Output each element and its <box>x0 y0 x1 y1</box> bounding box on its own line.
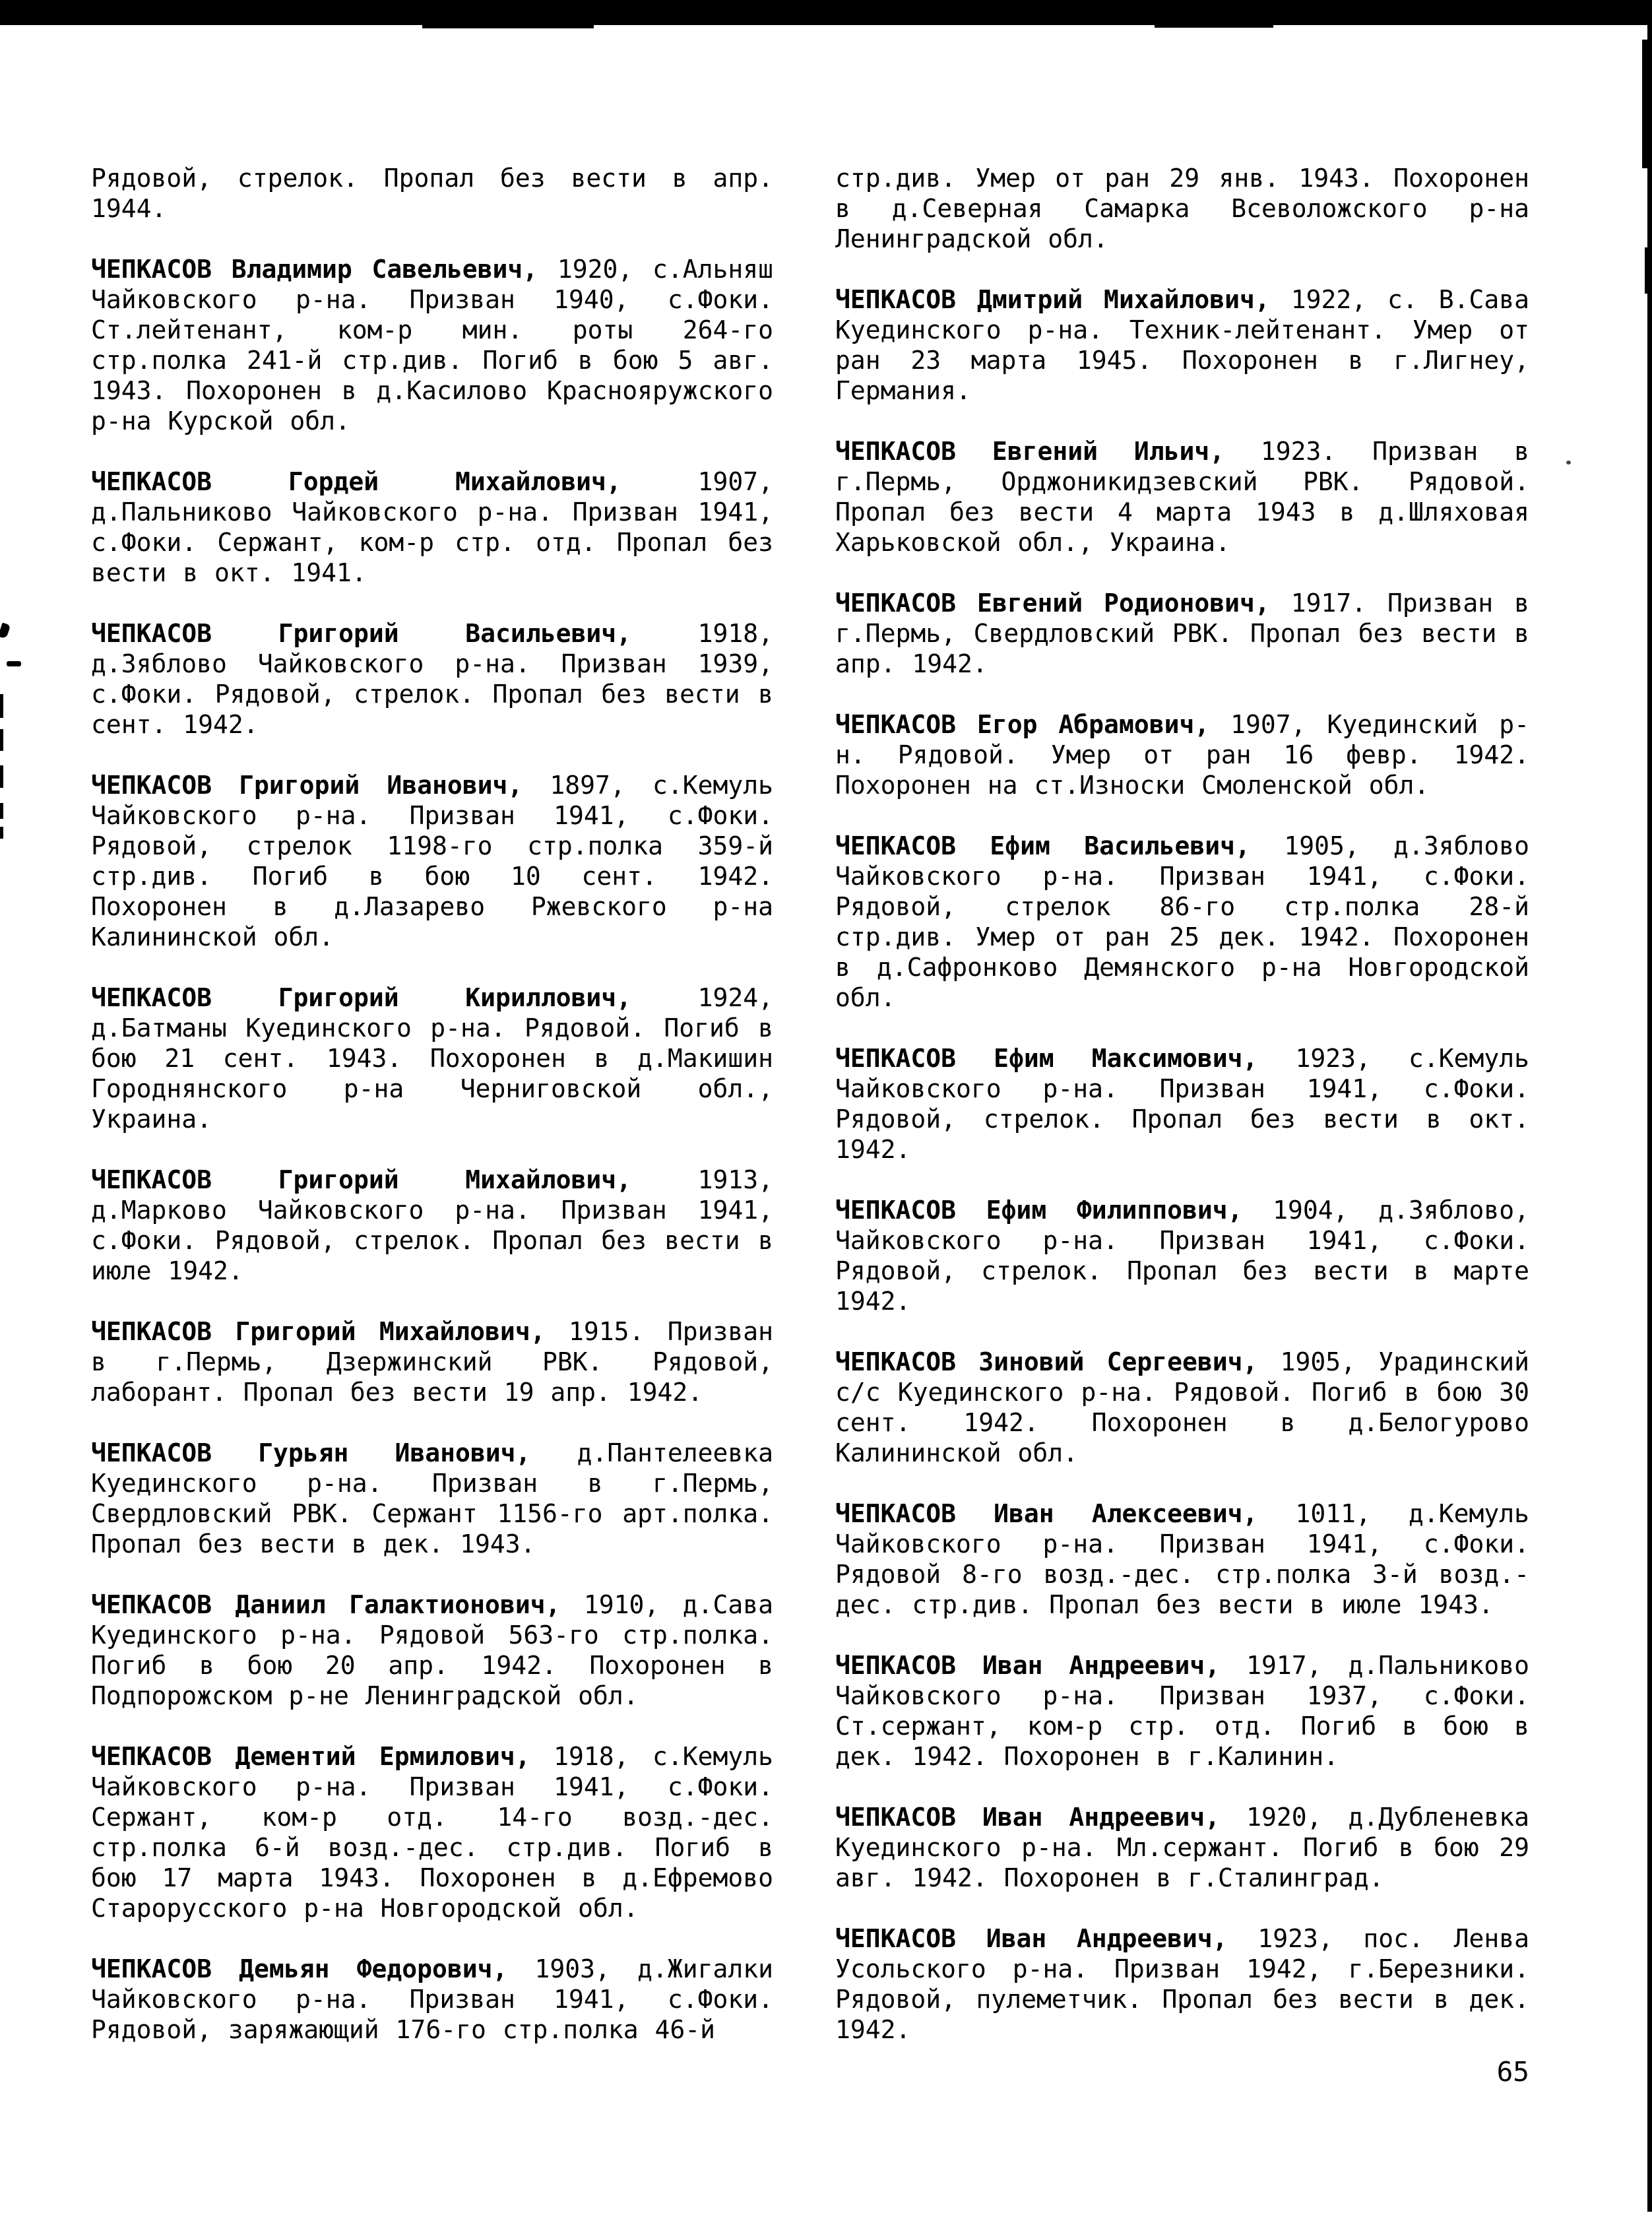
left-column <box>91 163 773 2075</box>
entry <box>835 1650 1529 1772</box>
entry-name: ЧЕПКАСОВ Евгений Родионович, <box>835 589 1270 618</box>
entry-name: ЧЕПКАСОВ Григорий Васильевич, <box>91 619 631 648</box>
entry <box>835 1498 1529 1620</box>
entry-text: 1904, д.Зяблово, Чайковского р-на. Призван 1941, с.Фоки. Рядовой, стрелок. Пропал без вести в марте 1942. <box>835 1196 1529 1316</box>
entry <box>835 1043 1529 1165</box>
entry-name: ЧЕПКАСОВ Дмитрий Михайлович, <box>835 285 1270 314</box>
page-number: 65 <box>1496 2056 1529 2088</box>
scan-speck <box>0 765 3 788</box>
entry-text: 1915. Призван в г.Пермь, Дзержинский РВК. Рядовой, лаборант. Пропал без вести 19 апр. 1942. <box>91 1317 773 1407</box>
entry-name: ЧЕПКАСОВ Владимир Савельевич, <box>91 255 538 284</box>
entry <box>91 770 773 952</box>
entry <box>835 1923 1529 2045</box>
entry-name: ЧЕПКАСОВ Дементий Ермилович, <box>91 1742 530 1771</box>
entry <box>91 466 773 588</box>
entry-text: 1924, д.Батманы Куединского р-на. Рядовой. Погиб в бою 21 сент. 1943. Похоронен в д.Макишин Городнянского р-на Черниговской обл., Украина. <box>91 983 773 1134</box>
entry <box>835 709 1529 800</box>
entry-text: 1905, Урадинский с/с Куединского р-на. Рядовой. Погиб в бою 30 сент. 1942. Похоронен в д.Белогурово Калининской обл. <box>835 1347 1529 1467</box>
entry <box>835 588 1529 679</box>
entry-text: 1918, д.Зяблово Чайковского р-на. Призван 1939, с.Фоки. Рядовой, стрелок. Пропал без вести в сент. 1942. <box>91 619 773 739</box>
entry-text: 1907, д.Пальниково Чайковского р-на. Призван 1941, с.Фоки. Сержант, ком-р стр. отд. Пропал без вести в окт. 1941. <box>91 467 773 587</box>
scan-speck <box>0 827 3 839</box>
entry-text: Рядовой, стрелок. Пропал без вести в апр. 1944. <box>91 164 773 223</box>
entry <box>835 1347 1529 1468</box>
scan-artifact <box>1642 40 1652 168</box>
entry-name: ЧЕПКАСОВ Григорий Кириллович, <box>91 983 631 1012</box>
entry-text: 1897, с.Кемуль Чайковского р-на. Призван 1941, с.Фоки. Рядовой, стрелок 1198-го стр.полка 359-й стр.див. Погиб в бою 10 сент. 1942. Похоронен в д.Лазарево Ржевского р-на Калининской обл. <box>91 771 773 951</box>
entry <box>91 1438 773 1559</box>
entry <box>91 1590 773 1711</box>
entry-text: 1922, с. В.Сава Куединского р-на. Техник-лейтенант. Умер от ран 23 марта 1945. Похоронен в г.Лигнеу, Германия. <box>835 285 1529 405</box>
entry-name: ЧЕПКАСОВ Егор Абрамович, <box>835 710 1210 739</box>
entry-text: 1903, д.Жигалки Чайковского р-на. Призван 1941, с.Фоки. Рядовой, заряжающий 176-го стр.полка 46-й <box>91 1954 773 2044</box>
scan-speck <box>0 729 3 751</box>
entry-name: ЧЕПКАСОВ Иван Андреевич, <box>835 1651 1221 1680</box>
entry <box>835 831 1529 1013</box>
scan-edge-right-line <box>1647 0 1652 2212</box>
entry-name: ЧЕПКАСОВ Гурьян Иванович, <box>91 1438 531 1467</box>
entry <box>91 1954 773 2045</box>
entry <box>835 1802 1529 1893</box>
entry-text: 1918, с.Кемуль Чайковского р-на. Призван 1941, с.Фоки. Сержант, ком-р отд. 14-го возд.-дес. стр.полка 6-й возд.-дес. стр.див. Погиб в бою 17 марта 1943. Похоронен в д.Ефремово Старорусского р-на Новгородской обл. <box>91 1742 773 1923</box>
entry-name: ЧЕПКАСОВ Григорий Михайлович, <box>91 1165 631 1194</box>
entry <box>91 1165 773 1286</box>
entry-name: ЧЕПКАСОВ Иван Андреевич, <box>835 1924 1228 1953</box>
entry <box>835 436 1529 558</box>
entry-name: ЧЕПКАСОВ Ефим Максимович, <box>835 1044 1258 1073</box>
entry-name: ЧЕПКАСОВ Гордей Михайлович, <box>91 467 621 496</box>
scan-artifact <box>1645 247 1652 294</box>
entry-text: 1920, д.Дубленевка Куединского р-на. Мл.сержант. Погиб в бою 29 авг. 1942. Похоронен в г.Сталинград. <box>835 1803 1529 1892</box>
entry-name: ЧЕПКАСОВ Иван Алексеевич, <box>835 1499 1258 1528</box>
scan-speck <box>0 694 3 718</box>
entry-continuation <box>91 163 773 224</box>
entry <box>91 1316 773 1407</box>
right-column <box>835 163 1529 2075</box>
entry-name: ЧЕПКАСОВ Григорий Михайлович, <box>91 1317 546 1346</box>
entry-name: ЧЕПКАСОВ Ефим Филиппович, <box>835 1196 1243 1225</box>
entry-text: 1907, Куединский р-н. Рядовой. Умер от ран 16 февр. 1942. Похоронен на ст.Износки Смоленской обл. <box>835 710 1529 800</box>
entry <box>91 982 773 1134</box>
entry-text: 1913, д.Марково Чайковского р-на. Призван 1941, с.Фоки. Рядовой, стрелок. Пропал без вести в июле 1942. <box>91 1165 773 1285</box>
entry <box>91 1741 773 1923</box>
scan-speck <box>7 661 21 666</box>
entry <box>835 1195 1529 1316</box>
entry-text: 1923. Призван в г.Пермь, Орджоникидзевский РВК. Рядовой. Пропал без вести 4 марта 1943 в д.Шляховая Харьковской обл., Украина. <box>835 437 1529 557</box>
entry-text: 1923, с.Кемуль Чайковского р-на. Призван 1941, с.Фоки. Рядовой, стрелок. Пропал без вести в окт. 1942. <box>835 1044 1529 1164</box>
entry-text: д.Пантелеевка Куединского р-на. Призван в г.Пермь, Свердловский РВК. Сержант 1156-го арт.полка. Пропал без вести в дек. 1943. <box>91 1438 773 1558</box>
entry-name: ЧЕПКАСОВ Ефим Васильевич, <box>835 831 1250 860</box>
scan-speck <box>0 803 3 819</box>
entry-name: ЧЕПКАСОВ Евгений Ильич, <box>835 437 1225 466</box>
entry-text: 1910, д.Сава Куединского р-на. Рядовой 563-го стр.полка. Погиб в бою 20 апр. 1942. Похоронен в Подпорожском р-не Ленинградской обл. <box>91 1590 773 1710</box>
scan-speck <box>0 623 11 639</box>
entry <box>835 284 1529 406</box>
entry-name: ЧЕПКАСОВ Демьян Федорович, <box>91 1954 508 1983</box>
entry-text: 1923, пос. Ленва Усольского р-на. Призван 1942, г.Березники. Рядовой, пулеметчик. Пропал без вести в дек. 1942. <box>835 1924 1529 2044</box>
entry-continuation <box>835 163 1529 254</box>
entry-text: 1917. Призван в г.Пермь, Свердловский РВК. Пропал без вести в апр. 1942. <box>835 589 1529 678</box>
entry-name: ЧЕПКАСОВ Зиновий Сергеевич, <box>835 1347 1258 1376</box>
entry-text: 1011, д.Кемуль Чайковского р-на. Призван 1941, с.Фоки. Рядовой 8-го возд.-дес. стр.полка 3-й возд.-дес. стр.див. Пропал без вести в июле 1943. <box>835 1499 1529 1619</box>
scan-speck <box>1566 461 1571 465</box>
entry-text: стр.див. Умер от ран 29 янв. 1943. Похоронен в д.Северная Самарка Всеволожского р-на Ленинградской обл. <box>835 164 1529 253</box>
entry-name: ЧЕПКАСОВ Григорий Иванович, <box>91 771 523 800</box>
entry-text: 1920, с.Альняш Чайковского р-на. Призван 1940, с.Фоки. Ст.лейтенант, ком-р мин. роты 264-го стр.полка 241-й стр.див. Погиб в бою 5 авг. 1943. Похоронен в д.Касилово Краснояружского р-на Курской обл. <box>91 255 773 435</box>
entry-name: ЧЕПКАСОВ Иван Андреевич, <box>835 1803 1221 1832</box>
scan-edge-top-bar <box>0 0 1652 25</box>
entry <box>91 618 773 740</box>
entry-name: ЧЕПКАСОВ Даниил Галактионович, <box>91 1590 561 1619</box>
entry-text: 1917, д.Пальниково Чайковского р-на. Призван 1937, с.Фоки. Ст.сержант, ком-р стр. отд. Погиб в бою в дек. 1942. Похоронен в г.Калинин. <box>835 1651 1529 1771</box>
entry-text: 1905, д.Зяблово Чайковского р-на. Призван 1941, с.Фоки. Рядовой, стрелок 86-го стр.полка 28-й стр.див. Умер от ран 25 дек. 1942. Похоронен в д.Сафронково Демянского р-на Новгородской обл. <box>835 831 1529 1012</box>
entry <box>91 254 773 436</box>
